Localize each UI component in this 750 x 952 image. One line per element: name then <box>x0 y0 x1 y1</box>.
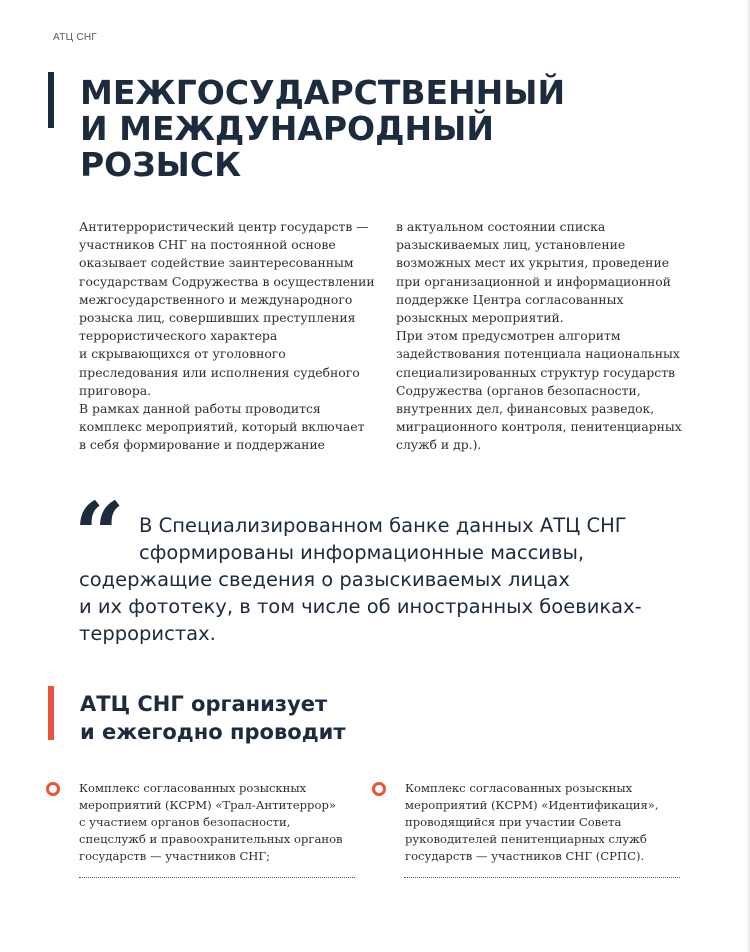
body-line: В рамках данной работы проводится <box>79 401 321 417</box>
item-line: спецслужб и правоохранительных органов <box>79 832 343 846</box>
body-line: приговора. <box>79 382 152 398</box>
body-line: и скрывающихся от уголовного <box>79 346 286 362</box>
title-line: РОЗЫСК <box>80 145 242 184</box>
pull-quote <box>79 512 699 647</box>
item-line: Комплекс согласованных розыскных <box>79 781 307 795</box>
section-subtitle <box>80 690 346 746</box>
quote-line: и их фототеку, в том числе об иностранных боевиках- <box>79 595 642 618</box>
bullet-ring-icon <box>46 782 60 796</box>
list-item-text <box>405 780 695 865</box>
body-line: террористического характера <box>79 328 278 344</box>
bullet-ring-icon <box>372 782 386 796</box>
body-column-right <box>396 218 696 455</box>
quote-mark-icon: “ <box>74 482 125 586</box>
title-accent-bar <box>48 72 54 128</box>
item-line: государств — участников СНГ; <box>79 849 271 863</box>
body-line: участников СНГ на постоянной основе <box>79 237 336 253</box>
body-line: в себя формирование и поддержание <box>79 437 326 453</box>
body-line: возможных мест их укрытия, проведение <box>396 255 670 271</box>
body-line: Содружества (органов безопасности, <box>396 382 641 398</box>
body-line: внутренних дел, финансовых разведок, <box>396 401 655 417</box>
subtitle-line: АТЦ СНГ организует <box>80 692 328 716</box>
quote-line: содержащие сведения о разыскиваемых лицах <box>79 568 570 591</box>
body-line: межгосударственного и международного <box>79 291 353 307</box>
body-line: преследования или исполнения судебного <box>79 364 360 380</box>
item-line: руководителей пенитенциарных служб <box>405 832 647 846</box>
body-column-left <box>79 218 379 455</box>
body-line: служб и др.). <box>396 437 482 453</box>
body-line: При этом предусмотрен алгоритм <box>396 328 621 344</box>
page-title <box>80 75 700 183</box>
list-item-text <box>79 780 369 865</box>
body-line: задействования потенциала национальных <box>396 346 680 362</box>
body-line: разыскиваемых лиц, установление <box>396 237 626 253</box>
item-line: проводящийся при участии Совета <box>405 815 622 829</box>
quote-line: террористах. <box>79 622 216 645</box>
body-line: специализированных структур государств <box>396 364 676 380</box>
body-line: государствам Содружества в осуществлении <box>79 273 375 289</box>
running-head: АТЦ СНГ <box>53 32 98 43</box>
item-line: мероприятий (КСРМ) «Идентификация», <box>405 798 659 812</box>
body-line: Антитеррористический центр государств — <box>79 219 369 234</box>
page-edge-shadow <box>746 0 750 952</box>
dotted-divider <box>404 877 680 878</box>
body-line: поддержке Центра согласованных <box>396 291 624 307</box>
quote-line: сформированы информационные массивы, <box>139 541 585 564</box>
body-line: миграционного контроля, пенитенциарных <box>396 419 682 435</box>
body-line: в актуальном состоянии списка <box>396 219 606 234</box>
body-line: при организационной и информационной <box>396 273 671 289</box>
subtitle-accent-bar <box>48 686 54 740</box>
quote-line: В Специализированном банке данных АТЦ СНГ <box>139 514 627 537</box>
title-line: МЕЖГОСУДАРСТВЕННЫЙ <box>80 73 566 112</box>
body-line: оказывает содействие заинтересованным <box>79 255 354 271</box>
item-line: мероприятий (КСРМ) «Трал-Антитеррор» <box>79 798 336 812</box>
subtitle-line: и ежегодно проводит <box>80 720 346 744</box>
item-line: государств — участников СНГ (СРПС). <box>405 849 645 863</box>
body-line: комплекс мероприятий, который включает <box>79 419 365 435</box>
body-line: розыска лиц, совершивших преступления <box>79 310 356 326</box>
title-line: И МЕЖДУНАРОДНЫЙ <box>80 109 494 148</box>
item-line: Комплекс согласованных розыскных <box>405 781 633 795</box>
dotted-divider <box>79 877 355 878</box>
item-line: с участием органов безопасности, <box>79 815 291 829</box>
body-line: розыскных мероприятий. <box>396 310 564 326</box>
